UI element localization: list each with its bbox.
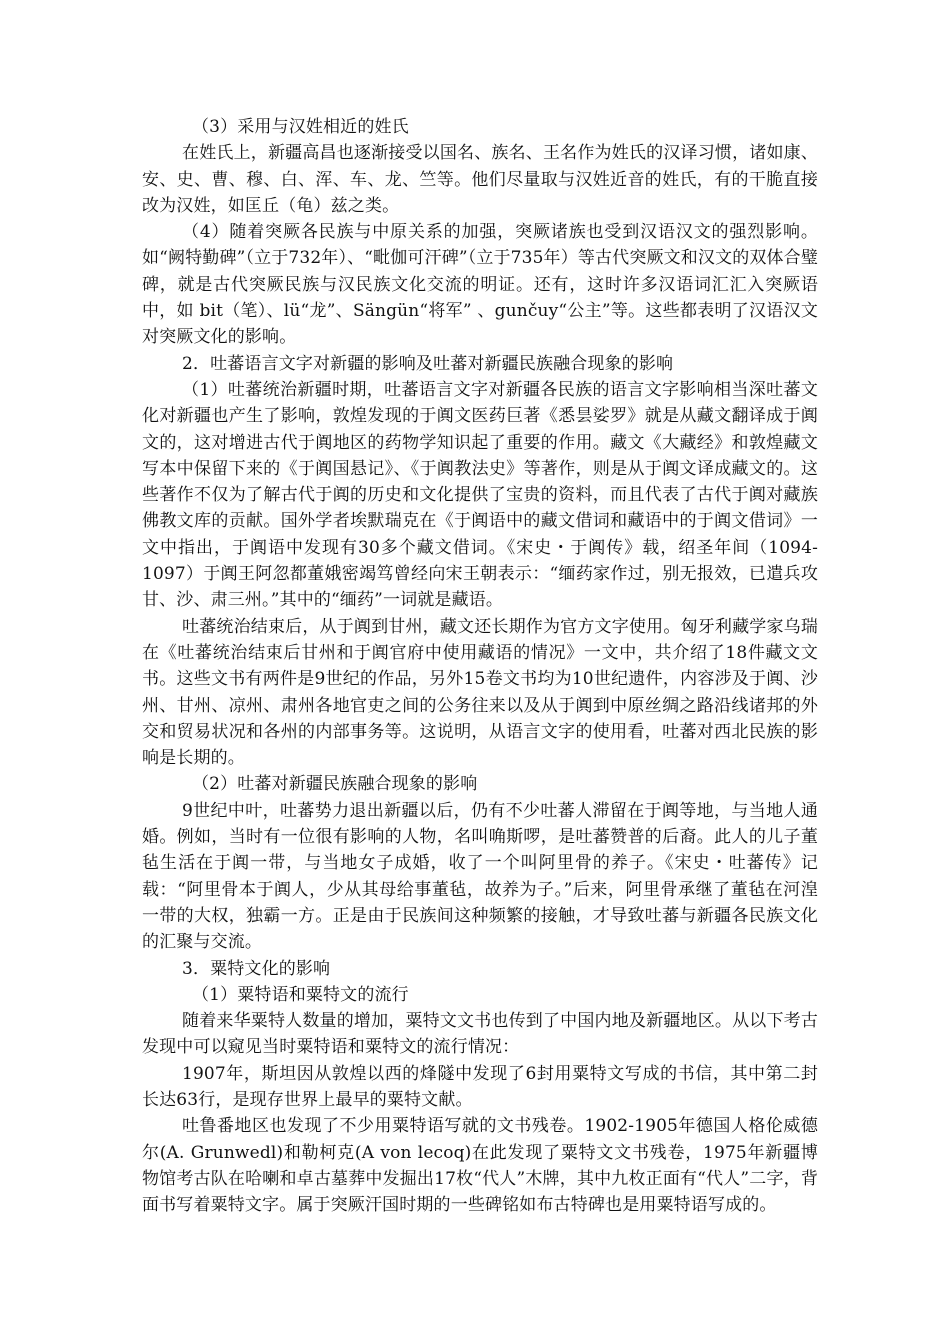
- paragraph-surname: 在姓氏上，新疆高昌也逐渐接受以国名、族名、王名作为姓氏的汉译习惯，诸如康、安、史、曹、穆、白、浑、车、龙、竺等。他们尽量取与汉姓近音的姓氏，有的干脆直接改为汉姓，如匡丘（龟）兹之类。: [142, 143, 818, 216]
- section-heading-tibetan: 2．吐蕃语言文字对新疆的影响及吐蕃对新疆民族融合现象的影响: [182, 353, 674, 374]
- paragraph-tibetan-official: 吐蕃统治结束后，从于阗到甘州，藏文还长期作为官方文字使用。匈牙利藏学家乌瑞在《吐蕃统治结束后甘州和于阗官府中使用藏语的情况》一文中，共介绍了18件藏文文书。这些文书有两件是9世纪的作品，另外15卷文书均为10世纪遗件，内容涉及于阗、沙州、甘州、凉州、肃州各地官吏之间的公务往来以及从于阗到中原丝绸之路沿线诸邦的外交和贸易状况和各州的内部事务等。这说明，从语言文字的使用看，吐蕃对西北民族的影响是长期的。: [142, 616, 818, 769]
- subheading-surname: （3）采用与汉姓相近的姓氏: [192, 117, 409, 137]
- paragraph-sogdian-letters: 1907年，斯坦因从敦煌以西的烽隧中发现了6封用粟特文写成的书信，其中第二封长达63行，是现存世界上最早的粟特文献。: [142, 1063, 818, 1110]
- paragraph-tibetan-language: （1）吐蕃统治新疆时期，吐蕃语言文字对新疆各民族的语言文字影响相当深吐蕃文化对新疆也产生了影响，敦煌发现的于阗文医药巨著《悉昙娑罗》就是从藏文翻译成于阗文的，这对增进古代于阗地区的药物学知识起了重要的作用。藏文《大藏经》和敦煌藏文写本中保留下来的《于阗国悬记》、《于阗教法史》等著作，则是从于阗文译成藏文的。这些著作不仅为了解古代于阗的历史和文化提供了宝贵的资料，而且代表了古代于阗对藏族佛教文库的贡献。国外学者埃默瑞克在《于阗语中的藏文借词和藏语中的于阗文借词》一文中指出，于阗语中发现有30多个藏文借词。《宋史・于阗传》载，绍圣年间（1094-1097）于阗王阿忽都董娥密竭笃曾经向宋王朝表示：“缅药家作过，别无报效，已遣兵攻甘、沙、肃三州。”其中的“缅药”一词就是藏语。: [142, 379, 818, 611]
- paragraph-tibetan-fusion: 9世纪中叶，吐蕃势力退出新疆以后，仍有不少吐蕃人滞留在于阗等地，与当地人通婚。例如，当时有一位很有影响的人物，名叫唃斯啰，是吐蕃赞普的后裔。此人的儿子董毡生活在于阗一带，与当地女子成婚，收了一个叫阿里骨的养子。《宋史・吐蕃传》记载：“阿里骨本于阗人，少从其母给事董毡，故养为子。”后来，阿里骨承继了董毡在河湟一带的大权，独霸一方。正是由于民族间这种频繁的接触，才导致吐蕃与新疆各民族文化的汇聚与交流。: [142, 800, 818, 953]
- paragraph-sogdian-intro: 随着来华粟特人数量的增加，粟特文文书也传到了中国内地及新疆地区。从以下考古发现中可以窥见当时粟特语和粟特文的流行情况：: [142, 1011, 818, 1058]
- subheading-tibetan-fusion: （2）吐蕃对新疆民族融合现象的影响: [192, 774, 478, 795]
- section-heading-sogdian: 3．粟特文化的影响: [182, 958, 331, 979]
- paragraph-turkic: （4）随着突厥各民族与中原关系的加强，突厥诸族也受到汉语汉文的强烈影响。如“阙特勤碑”（立于732年）、“毗伽可汗碑”（立于735年）等古代突厥文和汉文的双体合璧碑，就是古代突厥民族与汉民族文化交流的明证。还有，这时许多汉语词汇汇入突厥语中，如 bit（笔）、lü“龙”、Sängün“将军” 、gunčuy“公主”等。这些都表明了汉语汉文对突厥文化的影响。: [142, 222, 818, 348]
- subheading-sogdian-language: （1）粟特语和粟特文的流行: [192, 984, 409, 1005]
- paragraph-sogdian-turfan: 吐鲁番地区也发现了不少用粟特语写就的文书残卷。1902-1905年德国人格伦威德尔(A. Grunwedl)和勒柯克(A von lecoq)在此发现了粟特文文书残卷，1975年新疆博物馆考古队在哈喇和卓古墓葬中发掘出17枚“代人”木牌，其中九枚正面有“代人”二字，背面书写着粟特文字。属于突厥汗国时期的一些碑铭如布古特碑也是用粟特语写成的。: [142, 1116, 818, 1216]
